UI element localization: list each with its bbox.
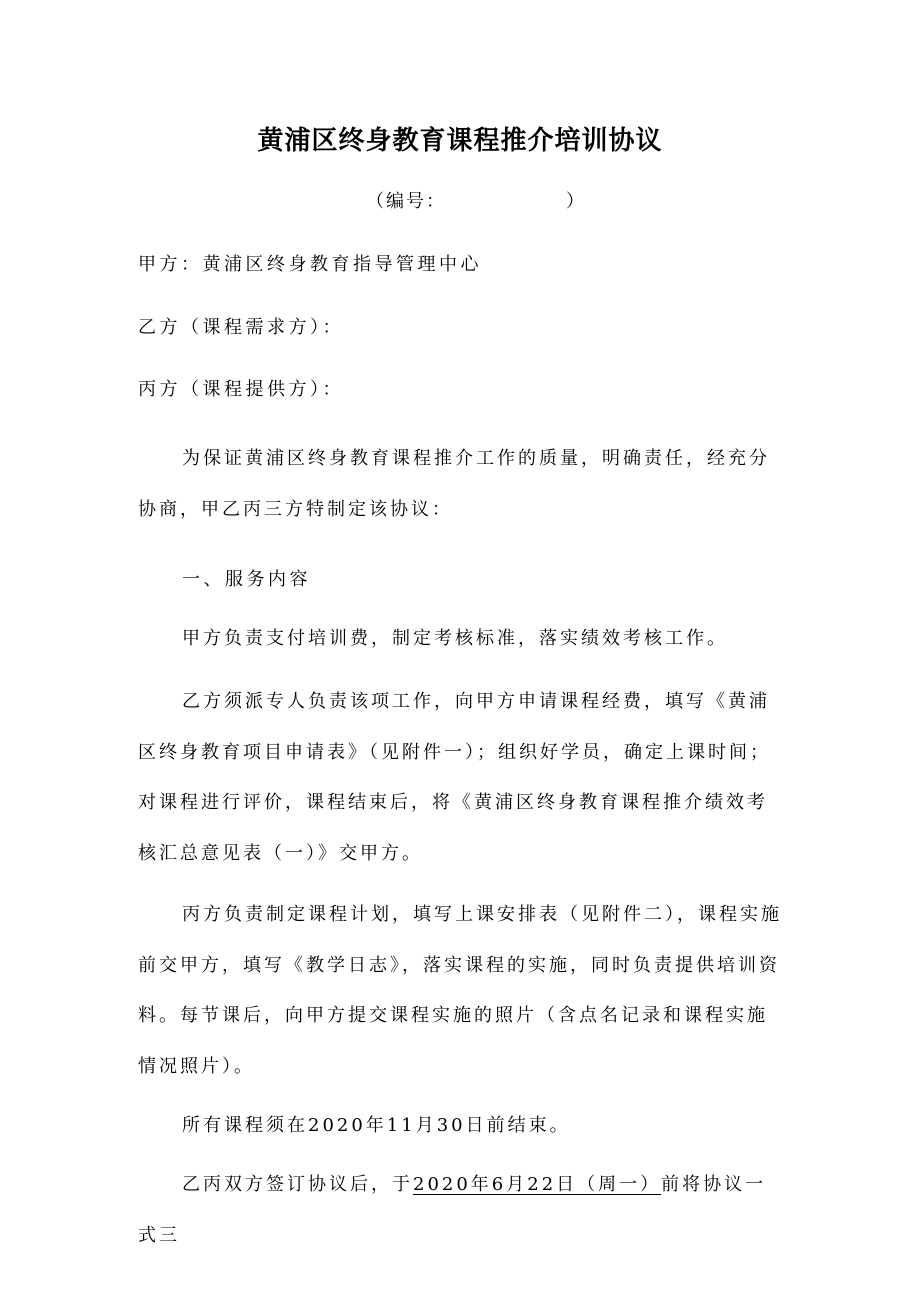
signing-paragraph — [138, 1160, 786, 1261]
party-a-duties: 甲方负责支付培训费，制定考核标准，落实绩效考核工作。 — [182, 628, 728, 649]
number-label: （编号： — [366, 191, 446, 212]
signing-date: 2020年6月22日（周一） — [413, 1174, 662, 1195]
party-c-line: 丙方（课程提供方）： — [138, 379, 344, 400]
signing-suffix: 前将协议一式三 — [138, 1174, 767, 1246]
party-c-duties: 丙方负责制定课程计划，填写上课安排表（见附件二），课程实施前交甲方，填写《教学日志》，落实课程的实施，同时负责提供培训资料。每节课后，向甲方提交课程实施的照片（含点名记录和课程实施情况照片）。 — [138, 904, 782, 1077]
document-title: 黄浦区终身教育课程推介培训协议 — [257, 126, 663, 156]
number-close: ） — [566, 191, 586, 212]
party-b-line: 乙方（课程需求方）： — [138, 317, 344, 338]
document-number — [366, 187, 586, 213]
intro-paragraph: 为保证黄浦区终身教育课程推介工作的质量，明确责任，经充分协商，甲乙丙三方特制定该协议： — [138, 448, 770, 520]
section1-heading: 一、服务内容 — [182, 569, 311, 590]
party-b-duties: 乙方须派专人负责该项工作，向甲方申请课程经费，填写《黄浦区终身教育项目申请表》（见附件一）；组织好学员，确定上课时间；对课程进行评价，课程结束后，将《黄浦区终身教育课程推介绩效考核汇总意见表（一）》交甲方。 — [138, 691, 771, 864]
deadline-paragraph: 所有课程须在2020年11月30日前结束。 — [182, 1115, 571, 1136]
signing-prefix: 乙丙双方签订协议后，于 — [182, 1174, 413, 1195]
party-a-line: 甲方：黄浦区终身教育指导管理中心 — [138, 254, 482, 275]
